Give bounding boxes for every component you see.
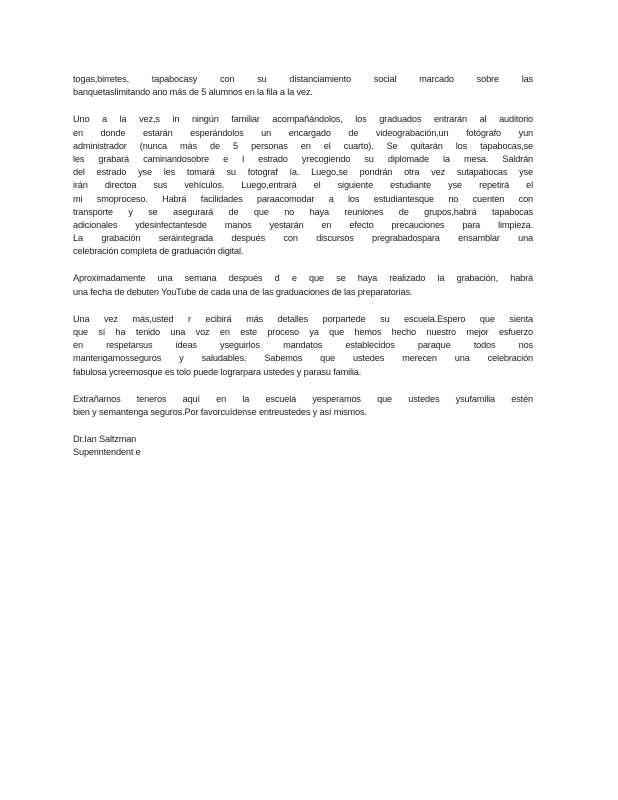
text-line: Aproximadamente una semana después d e que se haya realizado la grabación, habrá bbox=[73, 273, 533, 284]
paragraph-5 bbox=[73, 393, 533, 419]
text-line: celebración completa de graduación digital. bbox=[73, 246, 244, 257]
text-line: una fecha de debuten YouTube de cada una de las graduaciones de las preparatorias. bbox=[73, 286, 413, 297]
paragraph-4 bbox=[73, 313, 533, 379]
paragraph-2 bbox=[73, 113, 533, 258]
signature-name: Dr.Ian Saltzman bbox=[73, 434, 137, 445]
text-line: mantengamosseguros y saludables. Sabemos que ustedes merecen una celebración bbox=[73, 353, 533, 364]
text-line: banquetaslimitando ano más de 5 alumnos en la fila a la vez. bbox=[73, 87, 313, 98]
text-line: bien y semantenga seguros.Por favorcuídense entreustedes y así mismos. bbox=[73, 406, 367, 417]
text-line: irán directoa sus vehículos. Luego,entrará el siguiente estudiante yse repetirá el bbox=[73, 180, 533, 191]
text-line: administrador (nunca más de 5 personas en el cuarto). Se quitarán los tapabocas,se bbox=[73, 140, 533, 151]
text-line: Extrañamos teneros aquí en la escuela yesperamos que ustedes ysufamilia estén bbox=[73, 393, 533, 404]
text-line: les grabará caminandosobre e l estrado yrecogiendo su diplomade la mesa. Saldrán bbox=[73, 153, 533, 164]
signature-title: Superintendent e bbox=[73, 447, 141, 458]
text-line: en respetarsus ideas yseguirlos mandatos establecidos paraque todos nos bbox=[73, 340, 533, 351]
text-line: adicionales ydesinfectantesde manos yestarán en efecto precauciones para limpieza. bbox=[73, 219, 533, 230]
text-line: transporte y se asegurará de que no haya reuniones de grupos,habrá tapabocas bbox=[73, 206, 533, 217]
text-line: que sí ha tenido una voz en este proceso ya que hemos hecho nuestro mejor esfuerzo bbox=[73, 327, 533, 337]
paragraph-1 bbox=[73, 73, 533, 99]
paragraph-3 bbox=[73, 272, 533, 298]
letter-body bbox=[73, 73, 533, 474]
text-line: mi smoproceso. Habrá facilidades paraacomodar a los estudiantesque no cuenten con bbox=[73, 193, 533, 204]
signature-block bbox=[73, 433, 533, 459]
text-line: La grabación seráintegrada después con discursos pregrabadospara ensamblar una bbox=[73, 233, 533, 244]
text-line: togas,birretes, tapabocasy con su distanciamiento social marcado sobre las bbox=[73, 74, 533, 84]
text-line: Uno a la vez,s in ningún familiar acompañándolos, los graduados entrarán al auditorio bbox=[73, 114, 533, 125]
text-line: del estrado yse les tomará su fotograf ía. Luego,se pondrán otra vez sutapabocas yse bbox=[73, 167, 533, 178]
text-line: Una vez más,usted r ecibirá más detalles porpartede su escuela.Espero que sienta bbox=[73, 313, 533, 324]
text-line: en donde estarán esperándolos un encargado de videograbación,un fotógrafo yun bbox=[73, 127, 533, 138]
text-line: fabulosa ycreemosque es tolo puede lograrpara ustedes y parasu familia. bbox=[73, 366, 362, 377]
